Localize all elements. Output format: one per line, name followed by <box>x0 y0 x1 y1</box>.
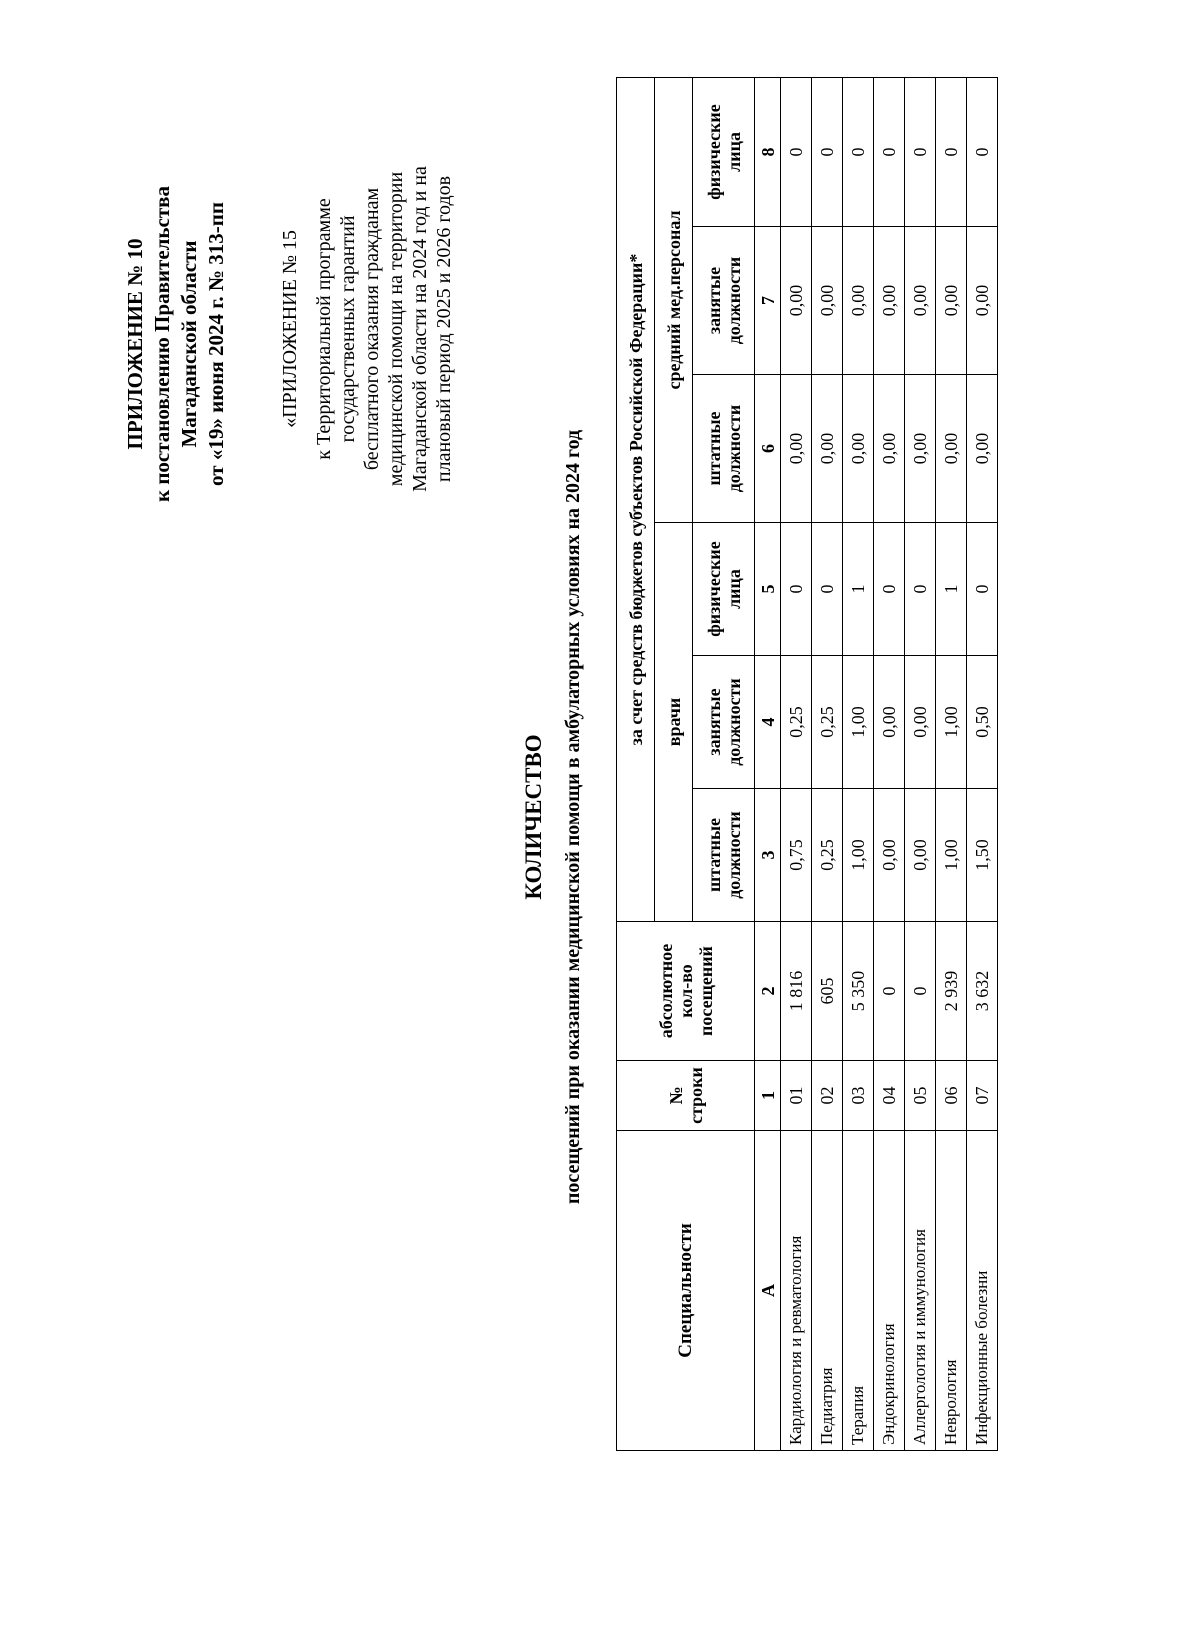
doctors-individuals-cell: 0 <box>812 523 843 656</box>
column-number: 7 <box>755 227 781 375</box>
doctors-individuals-cell: 0 <box>905 523 936 656</box>
column-number: А <box>755 1131 781 1451</box>
doctors-occupied-cell: 0,50 <box>967 656 998 789</box>
header-doctors-individuals: физические лица <box>693 523 755 656</box>
table-row <box>936 77 967 1450</box>
visits-cell: 605 <box>812 922 843 1061</box>
header-nurses-staff: штатные должности <box>693 375 755 523</box>
visits-table <box>616 77 998 1451</box>
nurses-occupied-cell: 0,00 <box>812 227 843 375</box>
nurses-staff-cell: 0,00 <box>843 375 874 523</box>
row-number-cell: 01 <box>781 1061 812 1131</box>
column-number: 2 <box>755 922 781 1061</box>
table-row <box>843 77 874 1450</box>
annex-line: медицинской помощи на территории <box>385 171 407 487</box>
header-row-number: № строки <box>617 1061 755 1131</box>
header-nurses-individuals: физические лица <box>693 77 755 226</box>
annex-block <box>278 64 456 594</box>
specialty-cell: Инфекционные болезни <box>967 1131 998 1451</box>
doctors-occupied-cell: 0,25 <box>781 656 812 789</box>
nurses-occupied-cell: 0,00 <box>967 227 998 375</box>
doctors-individuals-cell: 1 <box>843 523 874 656</box>
column-number: 6 <box>755 375 781 523</box>
doctors-occupied-cell: 1,00 <box>936 656 967 789</box>
row-number-cell: 05 <box>905 1061 936 1131</box>
row-number-cell: 06 <box>936 1061 967 1131</box>
table-row <box>967 77 998 1450</box>
header-doctors-staff: штатные должности <box>693 789 755 922</box>
annex-line: бесплатного оказания гражданам <box>361 187 383 471</box>
table-row <box>781 77 812 1450</box>
nurses-individuals-cell: 0 <box>874 77 905 226</box>
header-nurses: средний мед.персонал <box>655 77 693 522</box>
column-number: 3 <box>755 789 781 922</box>
doctors-staff-cell: 0,00 <box>905 789 936 922</box>
doctors-individuals-cell: 0 <box>967 523 998 656</box>
visits-cell: 1 816 <box>781 922 812 1061</box>
column-number: 8 <box>755 77 781 226</box>
nurses-staff-cell: 0,00 <box>905 375 936 523</box>
doctors-staff-cell: 0,00 <box>874 789 905 922</box>
nurses-individuals-cell: 0 <box>967 77 998 226</box>
doctors-staff-cell: 1,00 <box>936 789 967 922</box>
doctors-staff-cell: 0,75 <box>781 789 812 922</box>
nurses-staff-cell: 0,00 <box>967 375 998 523</box>
nurses-occupied-cell: 0,00 <box>874 227 905 375</box>
doctors-staff-cell: 1,50 <box>967 789 998 922</box>
specialty-cell: Кардиология и ревматология <box>781 1131 812 1451</box>
approval-date-line: от «19» июня 2024 г. № 313-пп <box>204 202 228 486</box>
nurses-individuals-cell: 0 <box>936 77 967 226</box>
doctors-staff-cell: 0,25 <box>812 789 843 922</box>
nurses-staff-cell: 0,00 <box>781 375 812 523</box>
approval-block <box>122 94 230 594</box>
approval-resolution-line: к постановлению Правительства <box>150 185 174 503</box>
document-title: КОЛИЧЕСТВО <box>521 734 546 900</box>
nurses-occupied-cell: 0,00 <box>781 227 812 375</box>
column-number: 4 <box>755 656 781 789</box>
header-funding: за счет средств бюджетов субъектов Российской Федерации* <box>617 77 655 921</box>
specialty-cell: Эндокринология <box>874 1131 905 1451</box>
annex-number: «ПРИЛОЖЕНИЕ № 15 <box>279 230 301 428</box>
column-number: 1 <box>755 1061 781 1131</box>
nurses-individuals-cell: 0 <box>843 77 874 226</box>
nurses-staff-cell: 0,00 <box>874 375 905 523</box>
nurses-staff-cell: 0,00 <box>936 375 967 523</box>
nurses-occupied-cell: 0,00 <box>843 227 874 375</box>
header-nurses-occupied: занятые должности <box>693 227 755 375</box>
specialty-cell: Педиатрия <box>812 1131 843 1451</box>
header-doctors: врачи <box>655 523 693 922</box>
specialty-cell: Терапия <box>843 1131 874 1451</box>
visits-cell: 0 <box>874 922 905 1061</box>
annex-line: к Территориальной программе <box>313 198 335 460</box>
column-number-row <box>755 77 781 1450</box>
approval-annex-number: ПРИЛОЖЕНИЕ № 10 <box>123 238 147 450</box>
doctors-occupied-cell: 1,00 <box>843 656 874 789</box>
nurses-individuals-cell: 0 <box>781 77 812 226</box>
header-specialty: Специальности <box>617 1131 755 1451</box>
doctors-staff-cell: 1,00 <box>843 789 874 922</box>
specialty-cell: Аллергология и иммунология <box>905 1131 936 1451</box>
approval-region-line: Магаданской области <box>177 240 201 448</box>
visits-cell: 2 939 <box>936 922 967 1061</box>
document-subtitle: посещений при оказании медицинской помощи в амбулаторных условиях на 2024 год <box>562 429 584 1205</box>
row-number-cell: 02 <box>812 1061 843 1131</box>
nurses-individuals-cell: 0 <box>905 77 936 226</box>
annex-line: государственных гарантий <box>337 215 359 443</box>
nurses-individuals-cell: 0 <box>812 77 843 226</box>
doctors-occupied-cell: 0,25 <box>812 656 843 789</box>
doctors-occupied-cell: 0,00 <box>905 656 936 789</box>
nurses-occupied-cell: 0,00 <box>936 227 967 375</box>
table-row <box>874 77 905 1450</box>
row-number-cell: 07 <box>967 1061 998 1131</box>
doctors-individuals-cell: 0 <box>874 523 905 656</box>
row-number-cell: 04 <box>874 1061 905 1131</box>
nurses-staff-cell: 0,00 <box>812 375 843 523</box>
row-number-cell: 03 <box>843 1061 874 1131</box>
header-doctors-occupied: занятые должности <box>693 656 755 789</box>
annex-line: плановый период 2025 и 2026 годов <box>433 175 455 483</box>
doctors-individuals-cell: 0 <box>781 523 812 656</box>
table-row <box>905 77 936 1450</box>
visits-cell: 0 <box>905 922 936 1061</box>
visits-cell: 3 632 <box>967 922 998 1061</box>
visits-cell: 5 350 <box>843 922 874 1061</box>
annex-line: Магаданской области на 2024 год и на <box>409 166 431 492</box>
nurses-occupied-cell: 0,00 <box>905 227 936 375</box>
header-visits: абсолютное кол-во посещений <box>617 922 755 1061</box>
specialty-cell: Неврология <box>936 1131 967 1451</box>
column-number: 5 <box>755 523 781 656</box>
doctors-individuals-cell: 1 <box>936 523 967 656</box>
doctors-occupied-cell: 0,00 <box>874 656 905 789</box>
table-row <box>812 77 843 1450</box>
